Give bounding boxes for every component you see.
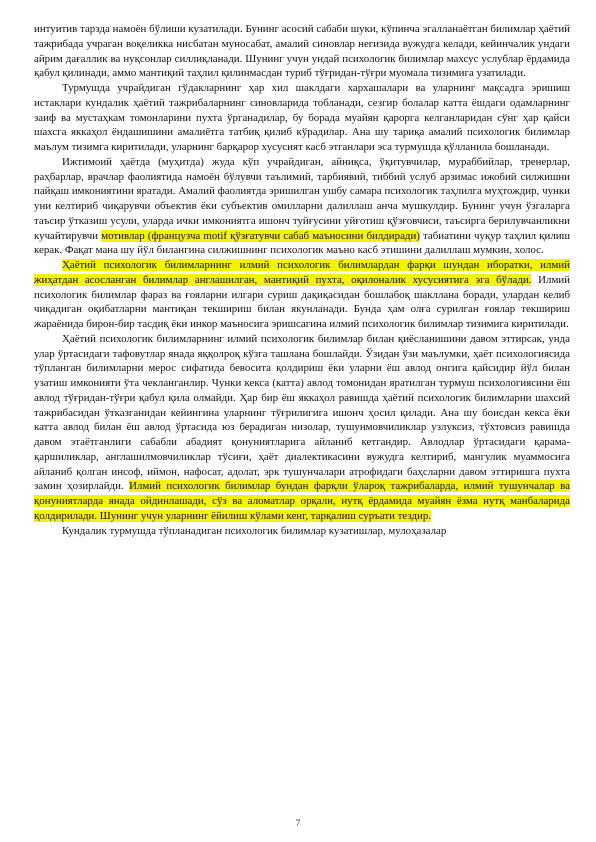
highlighted-text: Ҳаётий психологик билимларнинг илмий психологик билимлардан фарқи шундан иборатки, илмий жиҳатдан асосланган билимлар англашилган, мантиқий пухта, оқилоналик хусусиятига эга бўлади. bbox=[34, 259, 570, 286]
paragraph-text: Ҳаётий психологик билимларнинг илмий психологик билимлар билан қиёсланишини давом эттирсак, унда улар ўртасидаги тафовутлар янада яққолроқ кўзга ташлана бошлайди. Ўзидан ўзи маълумки, ҳаёт психологиясида тўпланган билимларни мерос сифатида бевосита қолдириш ёки уларни ёш авлод онгига қайсидир йўл билан узатиш имконияти ўта чекланганлир. Чунки кекса (катта) авлод томонидан яратилган турмуш психологиясини ёш авлод тўғридан-тўғри қабул қила олмайди. Ҳар бир ёш яккаҳол равишда ҳаётий психологик билимларни шахсий тажрибасидан ўтказганидан кейингина уларнинг тўғрилигига ишонч ҳосил қилади. Ана шу боисдан кекса ёки катта авлод билан ёш авлод ўртасида юз берадиган низолар, тушунмовчиликлар узлуксиз, тўхтовсиз равишда давом этаётганлиги сабабли абадият қонуниятларига айланиб кетгандир. Авлодлар ўртасидаги қарама-қаршиликлар, англашилмовчиликлар тўсиғи, ҳаёт диалектикасини вужудга келтириб, мангулик муаммосига айланиб қолган инсоф, иймон, нафосат, адолат, эрк тушунчалари атрофидаги баҳсларни давом эттиришга пухта замин ҳозирлайди. bbox=[34, 332, 570, 493]
paragraph bbox=[34, 258, 570, 332]
paragraph-text: интуитив тарзда намоён бўлиши кузатилади. Бунинг асосий сабаби шуки, кўпинча эгалланаётган билимлар ҳаётий тажрибада учраган воқеликка нисбатан муносабат, амалий синовлар негизида вужудга келади, кейинчалик ундаги айрим дағаллик ва нуқсонлар силлиқланади. Шунинг учун ундай психологик билимлар махсус услублар ёрдамида қабул қилинади, аммо мантиқий таҳлил қилинмасдан туриб тўғридан-тўғри муомала тизимига узатилади. bbox=[34, 23, 570, 80]
page-number: 7 bbox=[295, 818, 301, 828]
paragraph-text: табиатини чуқур таҳлил қилиш керак. Фақат мана шу йўл билангина силжишнинг психологик маъно касб этишини далиллаш мумкин, холос. bbox=[34, 229, 570, 257]
paragraph bbox=[34, 524, 570, 539]
paragraph bbox=[34, 155, 570, 258]
paragraph-text: Турмушда учрайдиган гўдакларнинг ҳар хил шаклдаги хархашалари ва уларнинг мақсадга эришиш истаклари кундалик ҳаётий тажрибаларнинг синовларида тобланади, сезгир болалар катта ёшдаги одамларнинг заиф ва мустаҳкам томонларини пухта ўрганадилар, бу борада муайян қарорга келганларидан сўнг ҳар қайси шахсга яккаҳол ёндашишини амалиётга татбиқ қилиб кўрадилар. Ана шу тариқа амалий психологик билимлар маълум тизимга киритилади, уларнинг барқарор хусусият касб этганлари эса турмушда қўлланила бошланади. bbox=[34, 82, 570, 153]
paragraph bbox=[34, 81, 570, 155]
document-body bbox=[34, 22, 570, 538]
paragraph bbox=[34, 22, 570, 81]
highlighted-text: мотивлар (французча motif қўзғатувчи сабаб маъносини билдиради) bbox=[101, 229, 420, 242]
paragraph-text: Кундалик турмушда тўпланадиган психологик билимлар кузатишлар, мулоҳазалар bbox=[62, 524, 447, 537]
paragraph bbox=[34, 332, 570, 524]
paragraph-text: Илмий психологик билимлар фараз ва ғояларни илгари суриш дақиқасидан бошлабоқ шакллана боради, улардан келиб чиқадиган оқибатларни мантиқан текшириш билан якунланади. Бунда ҳам олға сурилган ғоялар текшириш жараёнида бирон-бир тасдиқ ёки инкор маъносига эришсагина илмий психологик билимлар тизимига киритилади. bbox=[34, 273, 570, 330]
paragraph-text: Ижтимоий ҳаётда (муҳитда) жуда кўп учрайдиган, айниқса, ўқитувчилар, мураббийлар, тренерлар, раҳбарлар, врачлар фаолиятида намоён бўлувчи таълимий, тарбиявий, тиббий услуб арзимас ижобий силжишни пайқаш имкониятини яратади. Амалий фаолиятда эришилган ушбу самара психологик таҳлилга муҳтождир, чунки уни келтириб чиқарувчи объектив ёки субъектив омилларни далиллаш анча мушкулдир. Бунинг учун ўзгаларга таъсир ўтказиш усули, уларда ички имкониятга ишонч туйғусини уйғотиш қўзғовчиси, таъсирга берилувчанликни кучайтирувчи bbox=[34, 155, 570, 242]
highlighted-text: Илмий психологик билимлар бундан фарқли ўлароқ тажрибаларда, илмий тушунчалар ва қонуниятларда янада ойдинлашади, сўз ва аломатлар орқали, нутқ ёрдамида муайян ёзма нутқ манбаларида қолдирилади. Шунинг учун уларнинг ёйилиш кўлами кенг, тарқалиш суръати тездир. bbox=[34, 480, 570, 522]
